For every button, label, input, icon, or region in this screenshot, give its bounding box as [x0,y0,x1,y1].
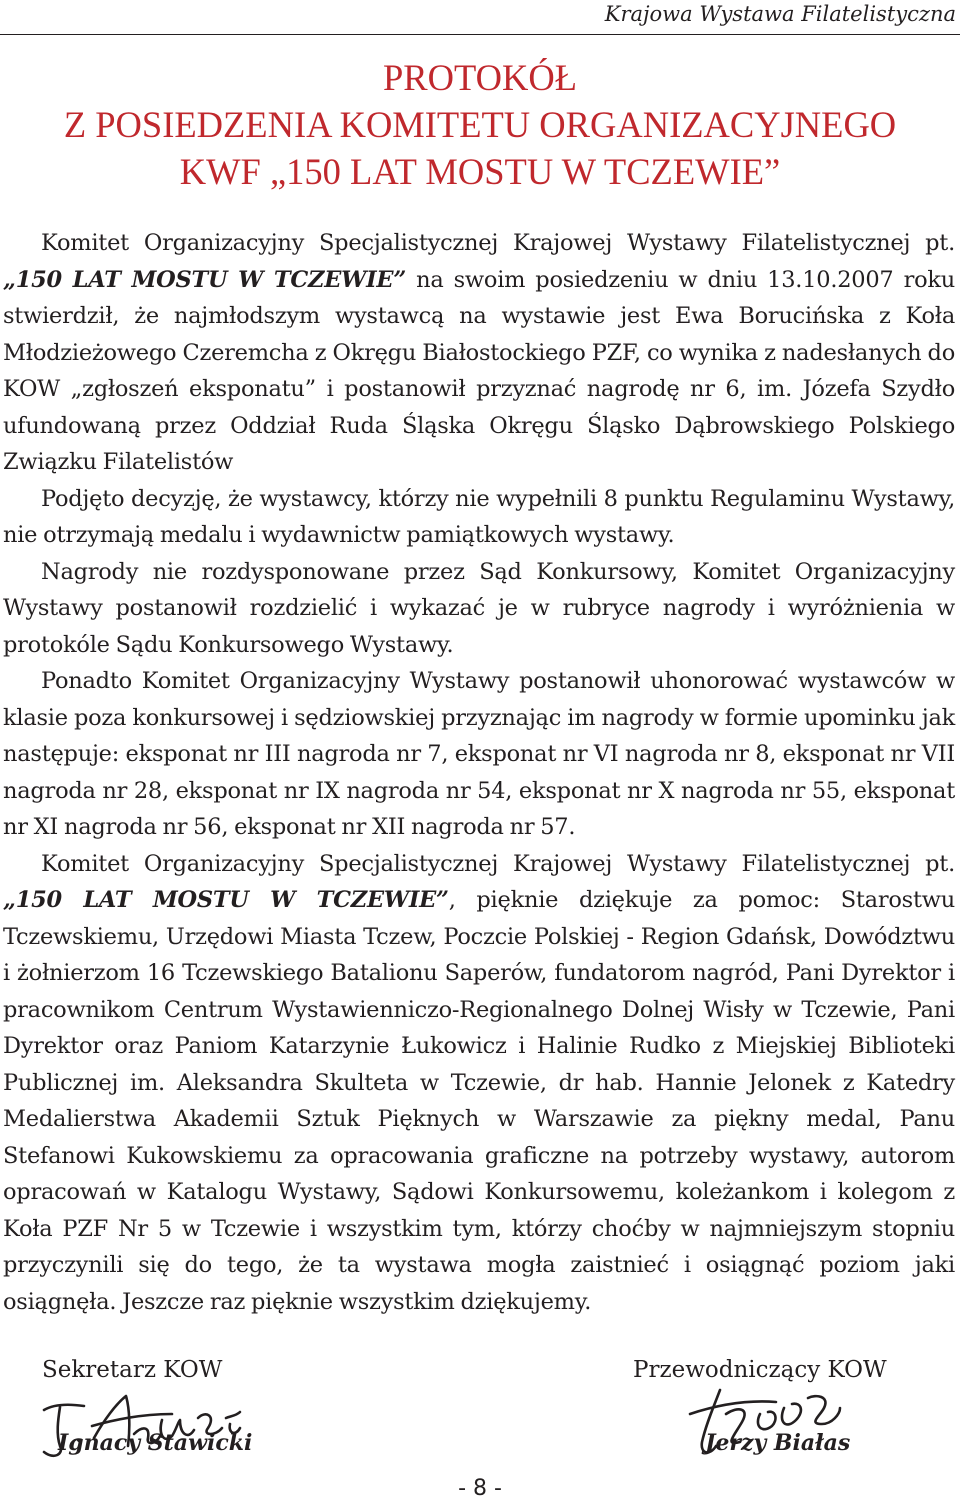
paragraph-5 [3,846,955,1321]
paragraph-3: Nagrody nie rozdysponowane przez Sąd Konkursowy, Komitet Organizacyjny Wystawy postanowił rozdzielić i wykazać je w rubryce nagrody i wyróżnienia w protokóle Sądu Konkursowego Wystawy. [3,558,955,658]
running-head: Krajowa Wystawa Filatelistyczna [604,2,956,26]
signature-block-secretary [42,1357,222,1383]
paragraph-1-text-a: Komitet Organizacyjny Specjalistycznej Krajowej Wystawy Filatelistycznej pt. [41,230,955,256]
secretary-role: Sekretarz KOW [42,1357,223,1383]
chairman-name: Jerzy Białas [705,1430,851,1456]
document-title [0,54,960,195]
paragraph-1 [3,225,955,481]
paragraph-4: Ponadto Komitet Organizacyjny Wystawy postanowił uhonorować wystawców w klasie poza konkursowej i sędziowskiej przyznając im nagrody w formie upominku jak następuje: eksponat nr III nagroda nr 7, eksponat nr VI nagroda nr 8, eksponat nr VII nagroda nr 28, eksponat nr IX nagroda nr 54, eksponat nr X nagroda nr 55, eksponat nr XI nagroda nr 56, eksponat nr XII nagroda nr 57. [3,668,955,840]
paragraph-2: Podjęto decyzję, że wystawcy, którzy nie wypełnili 8 punktu Regulaminu Wystawy, nie otrzymają medalu i wydawnictw pamiątkowych wystawy. [3,485,955,548]
header-rule [0,34,960,35]
paragraph-5-text-a: Komitet Organizacyjny Specjalistycznej Krajowej Wystawy Filatelistycznej pt. [41,850,955,877]
exhibition-name: „150 LAT MOSTU W TCZEWIE” [3,266,407,293]
secretary-name: Ignacy Stawicki [58,1430,253,1456]
protocol-body [3,225,955,1320]
signature-block-chairman [633,1357,887,1383]
paragraph-1-text-c: na swoim posiedzeniu w dniu 13.10.2007 roku stwierdził, że najmłodszym wystawcą na wystawie jest Ewa Borucińska z Koła Młodzieżowego Czeremcha z Okręgu Białostockiego PZF, co wynika z nadesłanych do KOW „zgłoszeń eksponatu” i postanowił przyznać nagrodę nr 6, im. Józefa Szydło ufundowaną przez Oddział Ruda Śląska Okręgu Śląsko Dąbrowskiego Polskiego Związku Filatelistów [3,266,955,475]
page-number: - 8 - [458,1476,502,1501]
exhibition-name-2: „150 LAT MOSTU W TCZEWIE” [3,887,449,913]
title-line-3: KWF „150 LAT MOSTU W TCZEWIE” [179,151,781,192]
chairman-role: Przewodniczący KOW [633,1357,887,1383]
paragraph-5-text-c: , pięknie dziękuje za pomoc: Starostwu Tczewskiemu, Urzędowi Miasta Tczew, Poczcie Polskiej - Region Gdańsk, Dowództwu i żołnierzom 16 Tczewskiego Batalionu Saperów, fundatorom nagród, Pani Dyrektor i pracownikom Centrum Wystawienniczo-Regionalnego Dolnej Wisły w Tczewie, Pani Dyrektor oraz Paniom Katarzynie Łukowicz i Halinie Rudko z Miejskiej Biblioteki Publicznej im. Aleksandra Skulteta w Tczewie, dr hab. Hannie Jelonek z Katedry Medalierstwa Akademii Sztuk Pięknych w Warszawie za piękny medal, Panu Stefanowi Kukowskiemu za opracowania graficzne na potrzeby wystawy, autorom opracowań w Katalogu Wystawy, Sądowi Konkursowemu, koleżankom i kolegom z Koła PZF Nr 5 w Tczewie i wszystkim tym, którzy choćby w najmniejszym stopniu przyczynili się do tego, że ta wystawa mogła zaistnieć i osiągnąć poziom jaki osiągnęła. Jeszcze raz pięknie wszystkim dziękujemy. [3,887,955,1315]
title-line-1: PROTOKÓŁ [382,57,577,98]
title-line-2: Z POSIEDZENIA KOMITETU ORGANIZACYJNEGO [63,104,897,145]
